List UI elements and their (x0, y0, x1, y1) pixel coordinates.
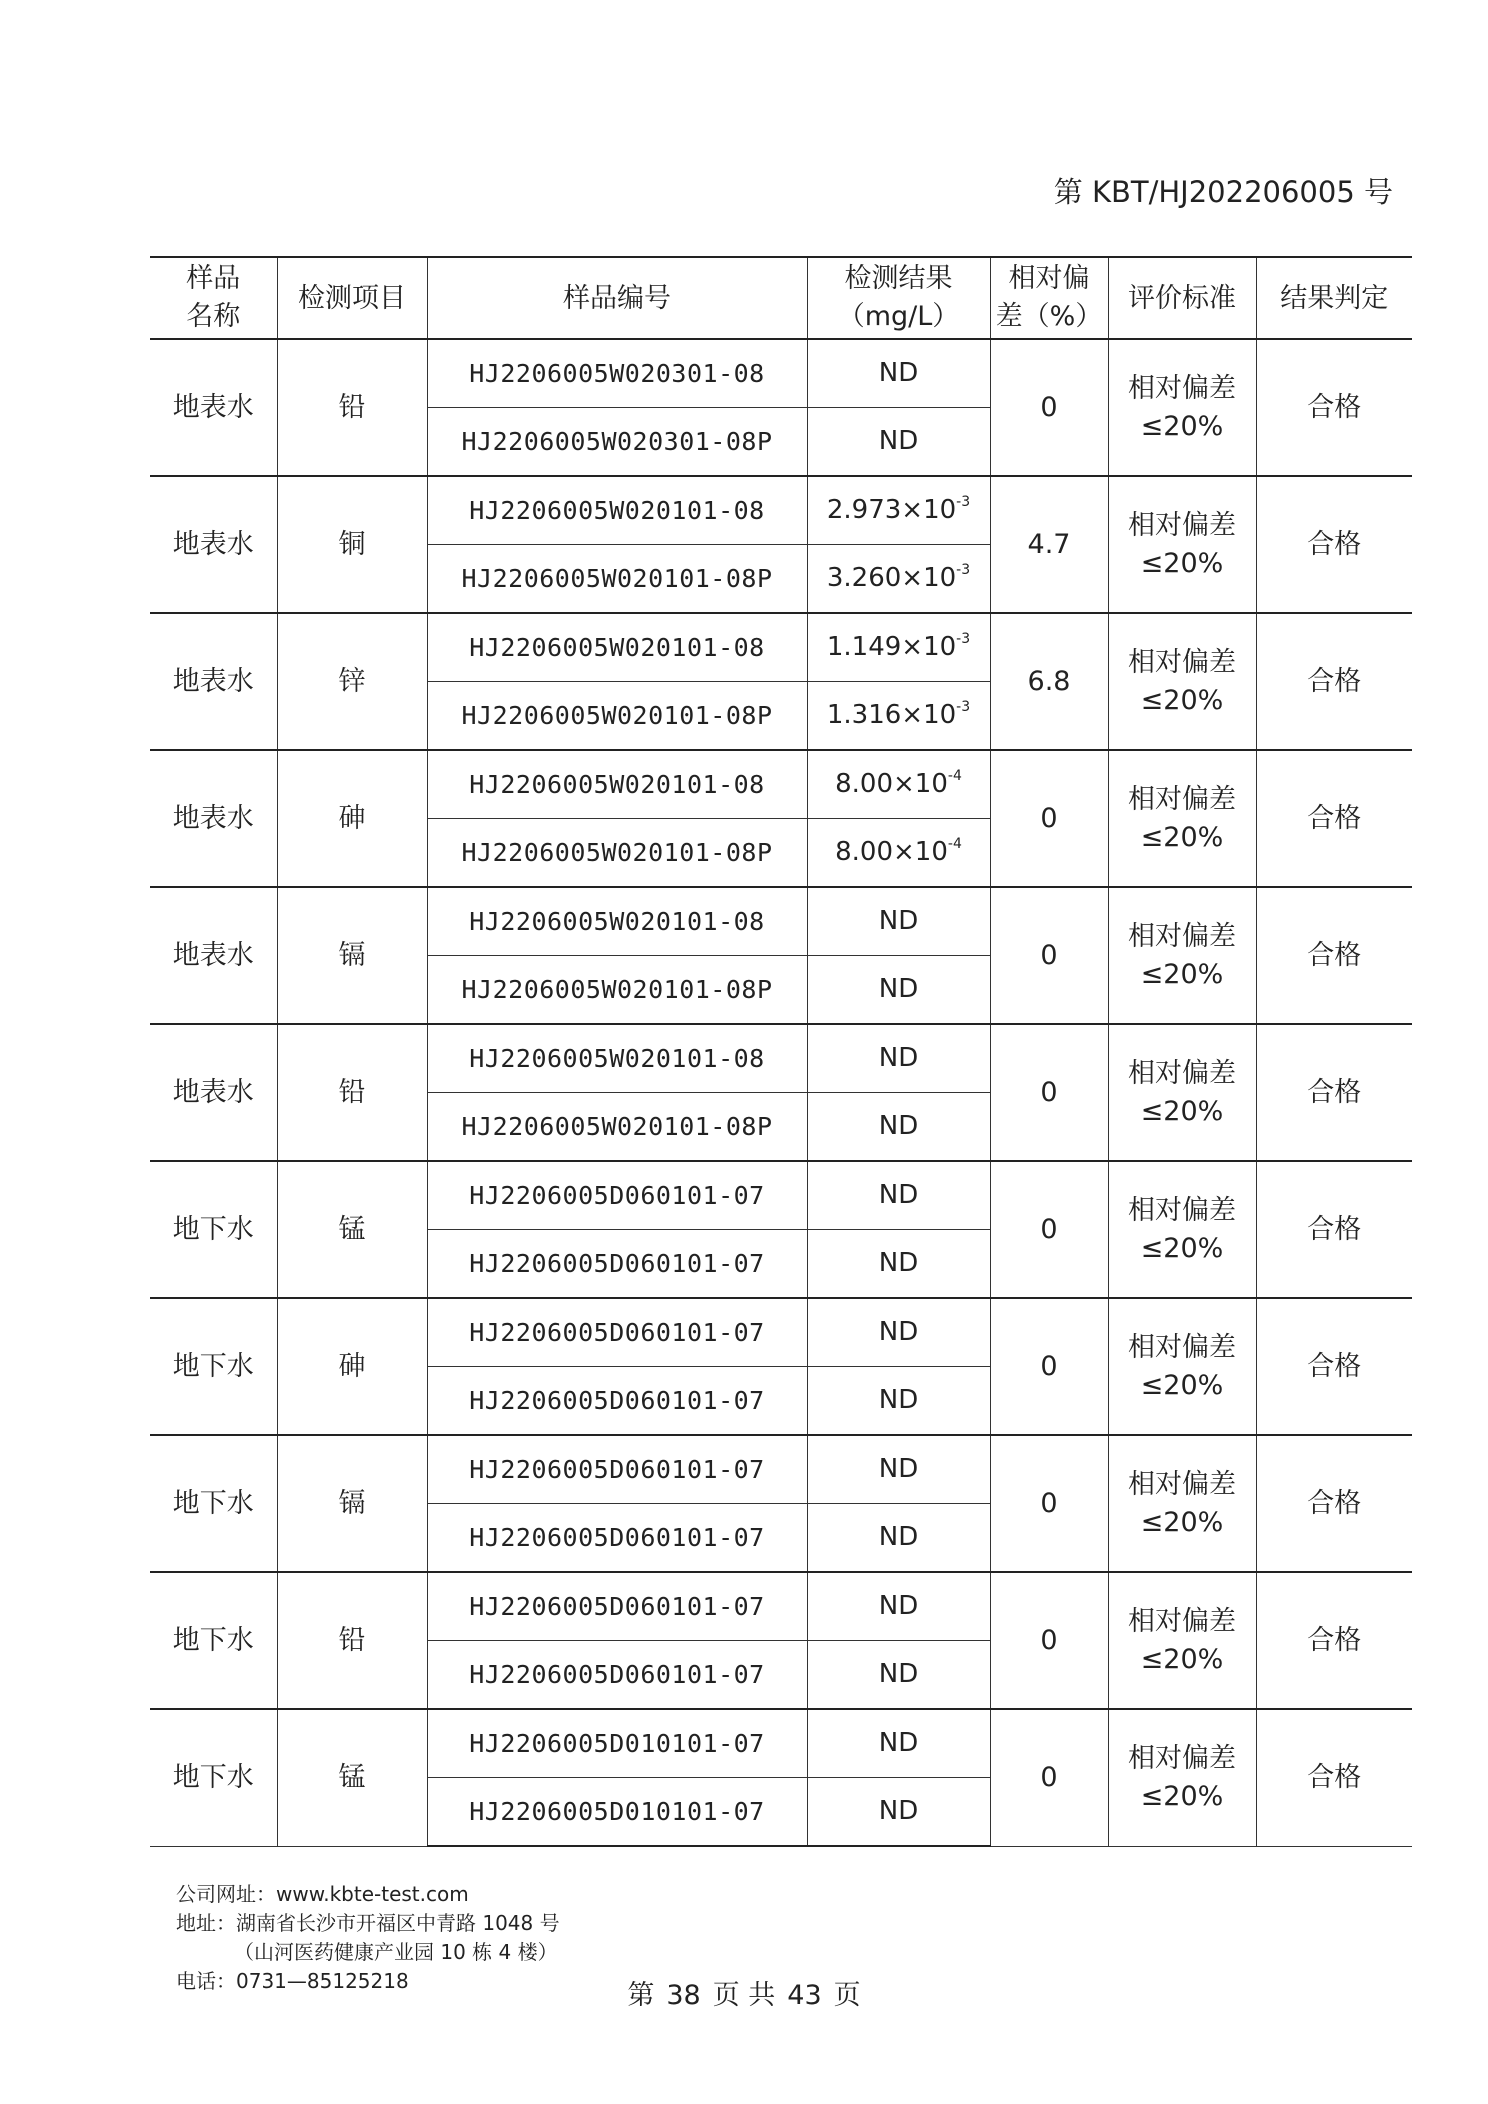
total-pages: 43 (787, 1980, 822, 2011)
cell-sample-id: HJ2206005W020101-08 (427, 887, 807, 956)
cell-judgment: 合格 (1256, 750, 1412, 887)
standard-line-2: ≤20% (1140, 684, 1224, 716)
result-exponent: -3 (956, 494, 971, 510)
standard-line-1: 相对偏差 (1128, 1057, 1236, 1089)
standard-line-1: 相对偏差 (1128, 1194, 1236, 1226)
cell-standard (1108, 750, 1256, 887)
result-value: ND (878, 1522, 919, 1552)
cell-test-item: 镉 (277, 887, 427, 1024)
cell-sample-id: HJ2206005W020101-08 (427, 750, 807, 819)
qc-results-table (150, 256, 1412, 1847)
cell-judgment: 合格 (1256, 339, 1412, 476)
cell-test-item: 砷 (277, 750, 427, 887)
header-sample-id: 样品编号 (427, 257, 807, 339)
standard-line-2: ≤20% (1140, 821, 1224, 853)
result-exponent: -3 (956, 631, 971, 647)
header-test-item: 检测项目 (277, 257, 427, 339)
result-value: ND (878, 1659, 919, 1689)
cell-standard (1108, 339, 1256, 476)
cell-sample-id: HJ2206005W020101-08 (427, 613, 807, 682)
cell-sample-name: 地下水 (150, 1572, 277, 1709)
result-value: 3.260×10 (826, 563, 957, 593)
table-row (150, 1435, 1412, 1504)
cell-result (807, 819, 990, 888)
cell-result (807, 1641, 990, 1710)
cell-test-item: 锰 (277, 1709, 427, 1846)
standard-line-2: ≤20% (1140, 1780, 1224, 1812)
cell-standard (1108, 1024, 1256, 1161)
cell-judgment: 合格 (1256, 1435, 1412, 1572)
cell-sample-name: 地表水 (150, 613, 277, 750)
result-value: ND (878, 1248, 919, 1278)
cell-judgment: 合格 (1256, 1298, 1412, 1435)
cell-result (807, 1024, 990, 1093)
cell-sample-name: 地表水 (150, 750, 277, 887)
cell-sample-id: HJ2206005D060101-07 (427, 1435, 807, 1504)
standard-line-2: ≤20% (1140, 1232, 1224, 1264)
result-value: ND (878, 1180, 919, 1210)
cell-result (807, 1504, 990, 1573)
cell-test-item: 锌 (277, 613, 427, 750)
header-result: 检测结果 （mg/L） (807, 257, 990, 339)
cell-result (807, 1709, 990, 1778)
standard-line-1: 相对偏差 (1128, 920, 1236, 952)
standard-line-1: 相对偏差 (1128, 372, 1236, 404)
result-value: ND (878, 974, 919, 1004)
cell-result (807, 956, 990, 1025)
table-header-row (150, 257, 1412, 339)
cell-result (807, 1161, 990, 1230)
result-value: ND (878, 906, 919, 936)
cell-sample-id: HJ2206005D010101-07 (427, 1778, 807, 1847)
cell-relative-deviation: 0 (990, 1161, 1108, 1298)
cell-result (807, 1093, 990, 1162)
result-value: 1.149×10 (826, 632, 957, 662)
cell-judgment: 合格 (1256, 1024, 1412, 1161)
cell-sample-id: HJ2206005D060101-07 (427, 1161, 807, 1230)
cell-result (807, 1778, 990, 1847)
standard-line-2: ≤20% (1140, 1643, 1224, 1675)
cell-test-item: 砷 (277, 1298, 427, 1435)
standard-line-2: ≤20% (1140, 958, 1224, 990)
result-value: ND (878, 1317, 919, 1347)
result-value: ND (878, 1385, 919, 1415)
standard-line-1: 相对偏差 (1128, 646, 1236, 678)
result-value: 1.316×10 (826, 700, 957, 730)
company-phone: 电话：0731—85125218 (176, 1969, 409, 1993)
standard-line-2: ≤20% (1140, 1095, 1224, 1127)
cell-test-item: 镉 (277, 1435, 427, 1572)
cell-relative-deviation: 6.8 (990, 613, 1108, 750)
cell-relative-deviation: 0 (990, 1709, 1108, 1846)
table-row (150, 1572, 1412, 1641)
cell-test-item: 铅 (277, 1024, 427, 1161)
result-value: ND (878, 1454, 919, 1484)
cell-sample-name: 地表水 (150, 476, 277, 613)
cell-standard (1108, 887, 1256, 1024)
cell-sample-id: HJ2206005W020101-08P (427, 1093, 807, 1162)
company-address: 地址：湖南省长沙市开福区中青路 1048 号 (176, 1911, 560, 1935)
cell-sample-id: HJ2206005W020101-08 (427, 1024, 807, 1093)
cell-sample-id: HJ2206005W020101-08P (427, 819, 807, 888)
cell-test-item: 铜 (277, 476, 427, 613)
standard-line-2: ≤20% (1140, 410, 1224, 442)
cell-sample-name: 地下水 (150, 1298, 277, 1435)
result-value: 8.00×10 (835, 837, 948, 867)
table-row (150, 1298, 1412, 1367)
cell-relative-deviation: 0 (990, 339, 1108, 476)
result-value: ND (878, 426, 919, 456)
result-value: 8.00×10 (835, 769, 948, 799)
cell-result (807, 1572, 990, 1641)
cell-relative-deviation: 0 (990, 1298, 1108, 1435)
cell-relative-deviation: 0 (990, 1435, 1108, 1572)
cell-standard (1108, 1298, 1256, 1435)
cell-sample-id: HJ2206005W020101-08P (427, 545, 807, 614)
cell-relative-deviation: 0 (990, 750, 1108, 887)
standard-line-1: 相对偏差 (1128, 783, 1236, 815)
cell-standard (1108, 1435, 1256, 1572)
cell-sample-id: HJ2206005W020101-08P (427, 956, 807, 1025)
table-row (150, 887, 1412, 956)
cell-sample-name: 地下水 (150, 1709, 277, 1846)
cell-sample-id: HJ2206005W020301-08 (427, 339, 807, 408)
cell-standard (1108, 1161, 1256, 1298)
company-address-detail: （山河医药健康产业园 10 栋 4 楼） (234, 1940, 558, 1964)
result-value: ND (878, 358, 919, 388)
result-value: ND (878, 1043, 919, 1073)
page-indicator: 第 38 页 共 43 页 (627, 1980, 861, 2011)
standard-line-1: 相对偏差 (1128, 1605, 1236, 1637)
table-row (150, 750, 1412, 819)
cell-relative-deviation: 0 (990, 887, 1108, 1024)
cell-result (807, 1230, 990, 1299)
cell-judgment: 合格 (1256, 476, 1412, 613)
header-standard: 评价标准 (1108, 257, 1256, 339)
cell-result (807, 476, 990, 545)
cell-relative-deviation: 0 (990, 1024, 1108, 1161)
cell-judgment: 合格 (1256, 1161, 1412, 1298)
header-judgment: 结果判定 (1256, 257, 1412, 339)
cell-sample-id: HJ2206005D010101-07 (427, 1709, 807, 1778)
cell-sample-id: HJ2206005D060101-07 (427, 1641, 807, 1710)
standard-line-2: ≤20% (1140, 1369, 1224, 1401)
table-row (150, 476, 1412, 545)
cell-test-item: 铅 (277, 1572, 427, 1709)
cell-standard (1108, 613, 1256, 750)
result-exponent: -4 (947, 768, 962, 784)
result-value: 2.973×10 (826, 495, 957, 525)
result-exponent: -4 (947, 836, 962, 852)
cell-sample-id: HJ2206005W020101-08P (427, 682, 807, 751)
cell-judgment: 合格 (1256, 1572, 1412, 1709)
cell-judgment: 合格 (1256, 1709, 1412, 1846)
cell-sample-id: HJ2206005D060101-07 (427, 1298, 807, 1367)
cell-standard (1108, 1709, 1256, 1846)
cell-result (807, 750, 990, 819)
cell-test-item: 铅 (277, 339, 427, 476)
cell-sample-id: HJ2206005W020101-08 (427, 476, 807, 545)
result-exponent: -3 (956, 699, 971, 715)
cell-result (807, 613, 990, 682)
cell-relative-deviation: 4.7 (990, 476, 1108, 613)
cell-judgment: 合格 (1256, 887, 1412, 1024)
cell-sample-id: HJ2206005D060101-07 (427, 1367, 807, 1436)
standard-line-2: ≤20% (1140, 1506, 1224, 1538)
result-value: ND (878, 1591, 919, 1621)
standard-line-1: 相对偏差 (1128, 509, 1236, 541)
cell-result (807, 1298, 990, 1367)
cell-result (807, 1435, 990, 1504)
cell-sample-name: 地下水 (150, 1161, 277, 1298)
standard-line-1: 相对偏差 (1128, 1742, 1236, 1774)
cell-sample-name: 地下水 (150, 1435, 277, 1572)
table-body (150, 339, 1412, 1846)
cell-result (807, 1367, 990, 1436)
cell-standard (1108, 476, 1256, 613)
table-row (150, 1024, 1412, 1093)
cell-relative-deviation: 0 (990, 1572, 1108, 1709)
table-row (150, 339, 1412, 408)
cell-sample-id: HJ2206005D060101-07 (427, 1572, 807, 1641)
table-row (150, 1709, 1412, 1778)
standard-line-1: 相对偏差 (1128, 1468, 1236, 1500)
cell-sample-id: HJ2206005W020301-08P (427, 408, 807, 477)
current-page: 38 (666, 1980, 701, 2011)
cell-result (807, 339, 990, 408)
cell-result (807, 682, 990, 751)
cell-sample-name: 地表水 (150, 1024, 277, 1161)
cell-sample-id: HJ2206005D060101-07 (427, 1230, 807, 1299)
standard-line-2: ≤20% (1140, 547, 1224, 579)
header-relative-deviation: 相对偏 差（%） (990, 257, 1108, 339)
cell-sample-id: HJ2206005D060101-07 (427, 1504, 807, 1573)
report-number: 第 KBT/HJ202206005 号 (1053, 175, 1393, 209)
cell-test-item: 锰 (277, 1161, 427, 1298)
cell-judgment: 合格 (1256, 613, 1412, 750)
cell-standard (1108, 1572, 1256, 1709)
cell-sample-name: 地表水 (150, 339, 277, 476)
result-value: ND (878, 1728, 919, 1758)
table-row (150, 1161, 1412, 1230)
cell-result (807, 545, 990, 614)
result-value: ND (878, 1111, 919, 1141)
result-value: ND (878, 1796, 919, 1826)
table-row (150, 613, 1412, 682)
result-exponent: -3 (956, 562, 971, 578)
cell-sample-name: 地表水 (150, 887, 277, 1024)
cell-result (807, 408, 990, 477)
standard-line-1: 相对偏差 (1128, 1331, 1236, 1363)
header-sample-name: 样品 名称 (150, 257, 277, 339)
company-website: 公司网址：www.kbte-test.com (176, 1882, 469, 1906)
cell-result (807, 887, 990, 956)
